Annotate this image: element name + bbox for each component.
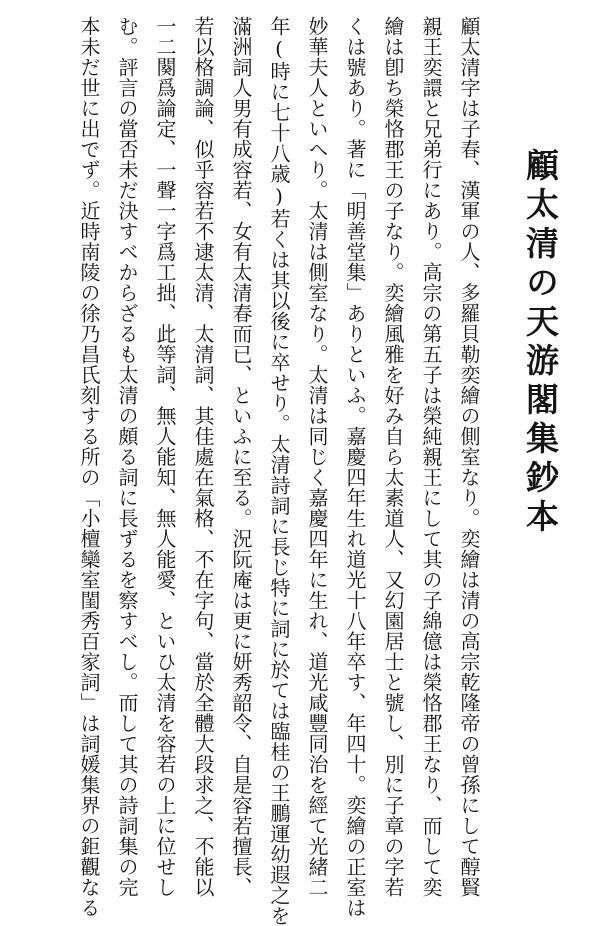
- article-body: [18, 16, 488, 926]
- text-column: 顧太清字は子春、漢軍の人、多羅貝勒奕繪の側室なり。奕繪は清の高宗乾隆帝の曾孫にして醇賢: [457, 16, 481, 898]
- text-column: 若以格調論、似乎容若不逮太清、太清詞、其佳處在氣格、不在字句、當於全體大段求之、不能以: [191, 16, 215, 898]
- text-column: 年(時に七十八歳)若くは其以後に卒せり。太清詩詞に長じ特に詞に於ては臨桂の王鵬運幼遐之を: [267, 16, 291, 926]
- text-column: 滿洲詞人男有成容若、女有太清春而已、といふに至る。況阮庵は更に妍秀韶令、自是容若擅長、: [229, 16, 253, 898]
- text-column: む。評言の當否未だ決すべからざるも太清の頗る詞に長ずるを察すべし。而して其の詩詞集の完: [115, 16, 139, 898]
- text-column: 親王奕譞と兄弟行にあり。高宗の第五子は榮純親王にして其の子綿億は榮恪郡王なり、而して奕: [419, 16, 443, 898]
- article-title: 顧太清の天游閣集鈔本: [521, 148, 560, 538]
- text-column: 一二闋爲論定、一聲一字爲工拙、此等詞、無人能知、無人能愛、といひ太清を容若の上に位せし: [153, 16, 177, 898]
- text-column: 妙華夫人といへり。太清は側室なり。太清は同じく嘉慶四年に生れ、道光咸豐同治を經て光緒二: [305, 16, 329, 898]
- text-column: 本未だ世に出でず。近時南陵の徐乃昌氏刻する所の「小檀欒室閨秀百家詞」は詞媛集界の鉅觀なる: [77, 16, 101, 918]
- text-column: 繪は卽ち榮恪郡王の子なり。奕繪風雅を好み自ら太素道人、又幻園居士と號し、別に子章の字若: [381, 16, 405, 898]
- text-column: くは號あり。著に「明善堂集」ありといふ。嘉慶四年生れ道光十八年卒す、年四十。奕繪の正室は: [343, 16, 367, 918]
